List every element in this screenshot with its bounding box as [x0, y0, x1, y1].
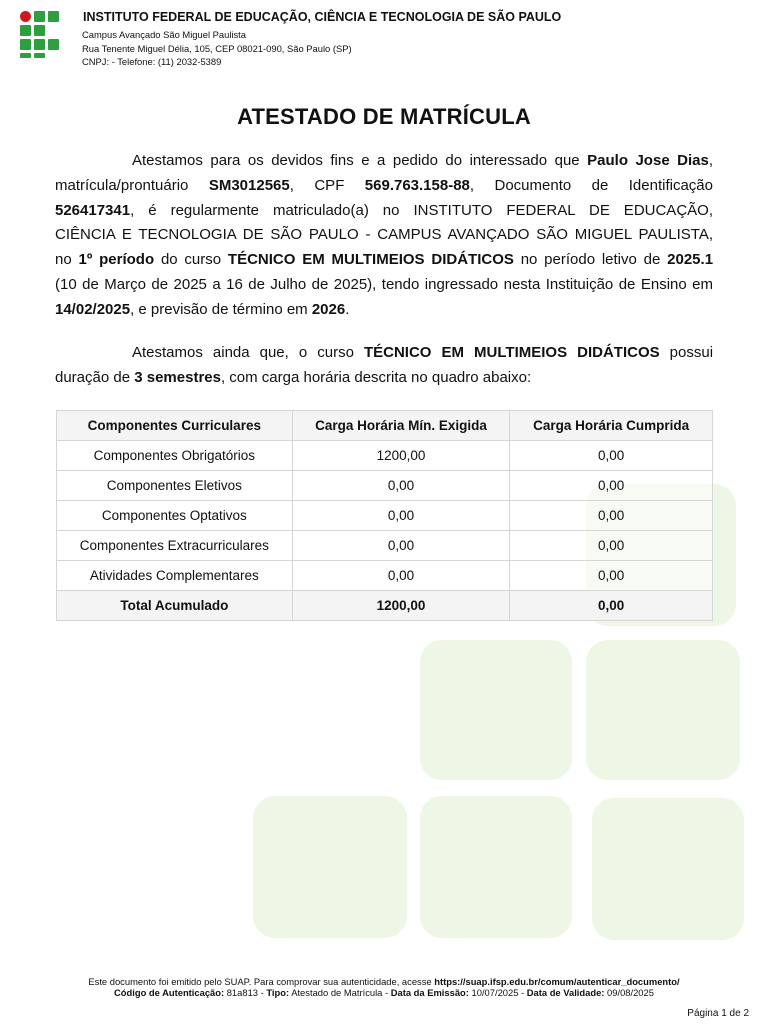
column-header: Carga Horária Cumprida: [510, 411, 713, 441]
ifsp-logo-icon: [20, 9, 60, 57]
table-cell: 0,00: [510, 441, 713, 471]
logo-square: [34, 25, 45, 36]
statement-line: [55, 149, 713, 174]
issue-date-label: Data da Emissão:: [390, 987, 469, 998]
logo-square: [20, 53, 31, 58]
table-cell: 0,00: [510, 591, 713, 621]
type-value: Atestado de Matrícula: [291, 987, 383, 998]
footer-separator: -: [521, 987, 525, 998]
table-cell: 0,00: [292, 561, 510, 591]
statement-text: Atestamos ainda que, o curso: [132, 344, 354, 361]
page-number: Página 1 de 2: [687, 1008, 749, 1019]
table-cell: Atividades Complementares: [57, 561, 293, 591]
footer-separator: -: [385, 987, 389, 998]
auth-code-label: Código de Autenticação:: [114, 987, 225, 998]
statement-line: [55, 298, 713, 323]
watermark-square: [420, 796, 572, 938]
end-year: 2026: [311, 300, 346, 318]
table-cell: 0,00: [510, 471, 713, 501]
type-label: Tipo:: [266, 987, 290, 998]
statement-text: duração de: [55, 368, 131, 386]
table-header-row: [57, 411, 713, 441]
footer-separator: -: [260, 987, 264, 998]
auth-code-value: 81a813: [226, 987, 259, 998]
footer-text: Este documento foi emitido pelo SUAP. Para comprovar sua autenticidade, acesse: [88, 976, 432, 987]
logo-square: [34, 11, 45, 22]
statement-text: no período letivo de: [520, 251, 661, 269]
footer-line: [0, 976, 768, 987]
watermark-square: [592, 798, 744, 940]
watermark-square: [420, 640, 572, 780]
logo-square: [20, 39, 31, 50]
issue-date-value: 10/07/2025: [471, 987, 519, 998]
statement-text: ,: [708, 152, 714, 169]
table-cell: Componentes Optativos: [57, 501, 293, 531]
table-row: [57, 531, 713, 561]
table-total-row: [57, 591, 713, 621]
table-cell: Componentes Extracurriculares: [57, 531, 293, 561]
validity-date-value: 09/08/2025: [607, 987, 654, 998]
institution-name: INSTITUTO FEDERAL DE EDUCAÇÃO, CIÊNCIA E TECNOLOGIA DE SÃO PAULO: [83, 10, 562, 24]
watermark-square: [253, 796, 407, 938]
table-cell: 0,00: [292, 531, 510, 561]
statement-line: [55, 341, 713, 366]
table-cell: 0,00: [292, 501, 510, 531]
statement-line: [55, 199, 713, 224]
statement-text: , com carga horária descrita no quadro abaixo:: [220, 368, 532, 386]
workload-table: [56, 410, 713, 621]
course-duration: 3 semestres: [134, 368, 221, 386]
logo-red-dot: [20, 11, 31, 22]
statement-text: , Documento de Identificação: [469, 176, 713, 194]
statement-line: (10 de Março de 2025 a 16 de Julho de 2025), tendo ingressado nesta Instituição de Ensino em: [55, 275, 713, 293]
table-cell: 0,00: [510, 501, 713, 531]
column-header: Carga Horária Mín. Exigida: [292, 411, 510, 441]
statement-line: CIÊNCIA E TECNOLOGIA DE SÃO PAULO - CAMPUS AVANÇADO SÃO MIGUEL PAULISTA,: [55, 226, 713, 244]
table-row: [57, 441, 713, 471]
footer-line: [0, 987, 768, 998]
table-row: [57, 471, 713, 501]
statement-text: , é regularmente matriculado(a) no INSTITUTO FEDERAL DE EDUCAÇÃO,: [130, 201, 713, 219]
validity-date-label: Data de Validade:: [526, 987, 605, 998]
column-header: Componentes Curriculares: [57, 411, 293, 441]
authenticity-footer: [0, 976, 768, 998]
table-cell: 1200,00: [292, 441, 510, 471]
logo-square: [34, 53, 45, 58]
academic-term: 2025.1: [667, 251, 714, 269]
statement-text: possui: [669, 344, 714, 361]
enrollment-statement: [55, 149, 713, 323]
cpf-number: 569.763.158-88: [364, 176, 470, 194]
statement-line: [55, 248, 713, 273]
table-cell: Componentes Eletivos: [57, 471, 293, 501]
student-name: Paulo Jose Dias: [587, 152, 709, 169]
campus-address: Rua Tenente Miguel Délia, 105, CEP 08021-090, São Paulo (SP): [82, 43, 352, 54]
course-duration-statement: [55, 341, 713, 391]
campus-name: Campus Avançado São Miguel Paulista: [82, 29, 246, 40]
table-cell: Componentes Obrigatórios: [57, 441, 293, 471]
statement-text: no: [55, 251, 72, 269]
id-document-number: 526417341: [55, 201, 131, 219]
statement-line: [55, 174, 713, 199]
table-row: [57, 501, 713, 531]
statement-text: do curso: [160, 251, 222, 269]
statement-text: , e previsão de término em: [130, 300, 308, 318]
entry-date: 14/02/2025: [55, 300, 131, 318]
table-cell: 0,00: [510, 561, 713, 591]
table-cell: Total Acumulado: [57, 591, 293, 621]
course-name: TÉCNICO EM MULTIMEIOS DIDÁTICOS: [227, 251, 514, 269]
statement-text: , CPF: [289, 176, 345, 194]
watermark-square: [586, 640, 740, 780]
table-cell: 0,00: [292, 471, 510, 501]
logo-square: [34, 39, 45, 50]
table-cell: 0,00: [510, 531, 713, 561]
registration-number: SM3012565: [208, 176, 290, 194]
period: 1º período: [78, 251, 155, 269]
logo-square: [20, 25, 31, 36]
statement-text: .: [345, 300, 350, 318]
statement-text: Atestamos para os devidos fins e a pedido do interessado que: [132, 152, 580, 169]
campus-contact: CNPJ: - Telefone: (11) 2032-5389: [82, 56, 222, 67]
document-title: ATESTADO DE MATRÍCULA: [237, 104, 531, 129]
table-cell: 1200,00: [292, 591, 510, 621]
table-row: [57, 561, 713, 591]
statement-text: matrícula/prontuário: [55, 176, 189, 194]
course-name: TÉCNICO EM MULTIMEIOS DIDÁTICOS: [363, 344, 660, 361]
statement-line: [55, 366, 713, 391]
document-header: [20, 9, 750, 69]
logo-square: [48, 39, 59, 50]
verification-link[interactable]: https://suap.ifsp.edu.br/comum/autenticar_documento/: [434, 976, 680, 987]
logo-square: [48, 11, 59, 22]
